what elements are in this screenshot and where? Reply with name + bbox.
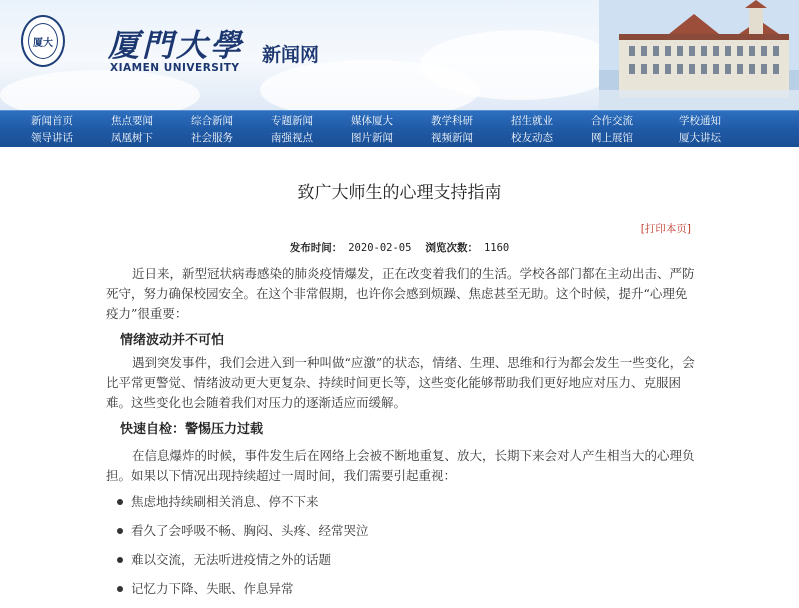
nav-link[interactable]: 综合新闻 <box>191 115 233 127</box>
list-item-text: 难以交流，无法听进疫情之外的话题 <box>131 552 332 567</box>
section-heading-emotions <box>106 329 696 348</box>
nav-link[interactable]: 合作交流 <box>591 115 633 127</box>
view-count-label: 浏览次数： <box>425 242 478 254</box>
article-body <box>106 264 696 324</box>
site-header <box>0 0 799 110</box>
list-item-text: 记忆力下降、失眠、作息异常 <box>131 581 294 596</box>
nav-link[interactable]: 南强视点 <box>271 132 313 144</box>
nav-link[interactable]: 网上展馆 <box>591 132 633 144</box>
nav-link[interactable]: 专题新闻 <box>271 115 313 127</box>
seal-text: 厦大 <box>33 37 53 49</box>
list-item-text: 焦虑地持续刷相关消息、停不下来 <box>131 494 319 509</box>
nav-link[interactable]: 凤凰树下 <box>111 132 153 144</box>
university-seal-logo[interactable] <box>21 15 65 67</box>
site-name[interactable]: 新闻网 <box>262 44 320 66</box>
list-item-text: 看久了会呼吸不畅、胸闷、头疼、经常哭泣 <box>131 523 369 538</box>
nav-link[interactable]: 招生就业 <box>511 115 553 127</box>
nav-link[interactable]: 视频新闻 <box>431 132 473 144</box>
list-item <box>117 521 697 550</box>
nav-link[interactable]: 领导讲话 <box>31 132 73 144</box>
paragraph-stress-response <box>106 353 696 413</box>
nav-link[interactable]: 社会服务 <box>191 132 233 144</box>
nav-link[interactable]: 校友动态 <box>511 132 553 144</box>
list-item <box>117 579 697 608</box>
nav-row-1 <box>0 113 799 129</box>
section-heading: 快速自检：警惕压力过载 <box>120 422 264 437</box>
list-item <box>117 492 697 521</box>
bullet-dot-icon <box>117 499 123 505</box>
bullet-dot-icon <box>117 586 123 592</box>
list-item <box>117 550 697 579</box>
publish-date: 2020-02-05 <box>348 242 412 254</box>
campus-building-image <box>599 0 799 110</box>
paragraph-text: 遇到突发事件，我们会进入到一种叫做“应激”的状态，情绪、生理、思维和行为都会发生一些变化，会比平常更警觉、情绪波动更大更复杂、持续时间更长等，这些变化能够帮助我们更好地应对压力、克服困难。这些变化也会随着我们对压力的逐渐适应而缓解。 <box>106 355 695 410</box>
university-name-cn[interactable]: 厦門大學 <box>108 28 244 64</box>
bullet-dot-icon <box>117 528 123 534</box>
cloud-decoration <box>420 30 620 100</box>
nav-row-2 <box>0 130 799 146</box>
nav-link[interactable]: 媒体厦大 <box>351 115 393 127</box>
paragraph-info-overload <box>106 446 696 486</box>
paragraph-text: 在信息爆炸的时候，事件发生后在网络上会被不断地重复、放大，长期下来会对人产生相当大的心理负担。如果以下情况出现持续超过一周时间，我们需要引起重视： <box>106 448 695 483</box>
article-title: 致广大师生的心理支持指南 <box>297 183 502 203</box>
section-heading: 情绪波动并不可怕 <box>120 333 225 348</box>
publish-time-label: 发布时间： <box>289 242 343 254</box>
section-heading-self-check <box>106 418 696 437</box>
print-page-link[interactable]: [打印本页] <box>640 223 691 235</box>
cloud-decoration <box>0 70 200 110</box>
nav-link[interactable]: 学校通知 <box>679 115 721 127</box>
view-count: 1160 <box>483 242 510 254</box>
nav-link[interactable]: 教学科研 <box>431 115 473 127</box>
nav-link[interactable]: 焦点要闻 <box>111 115 153 127</box>
university-name-en[interactable]: XIAMEN UNIVERSITY <box>110 62 240 74</box>
nav-link[interactable]: 图片新闻 <box>351 132 393 144</box>
article-meta <box>0 240 799 255</box>
bullet-dot-icon <box>117 557 123 563</box>
nav-link[interactable]: 厦大讲坛 <box>679 132 721 144</box>
paragraph-intro: 近日来，新型冠状病毒感染的肺炎疫情爆发，正在改变着我们的生活。学校各部门都在主动出击、严防死守，努力确保校园安全。在这个非常假期，也许你会感到烦躁、焦虑甚至无助。这个时候，提升“心理免疫力”很重要： <box>106 266 695 321</box>
nav-link[interactable]: 新闻首页 <box>31 115 73 127</box>
main-navigation <box>0 110 799 147</box>
